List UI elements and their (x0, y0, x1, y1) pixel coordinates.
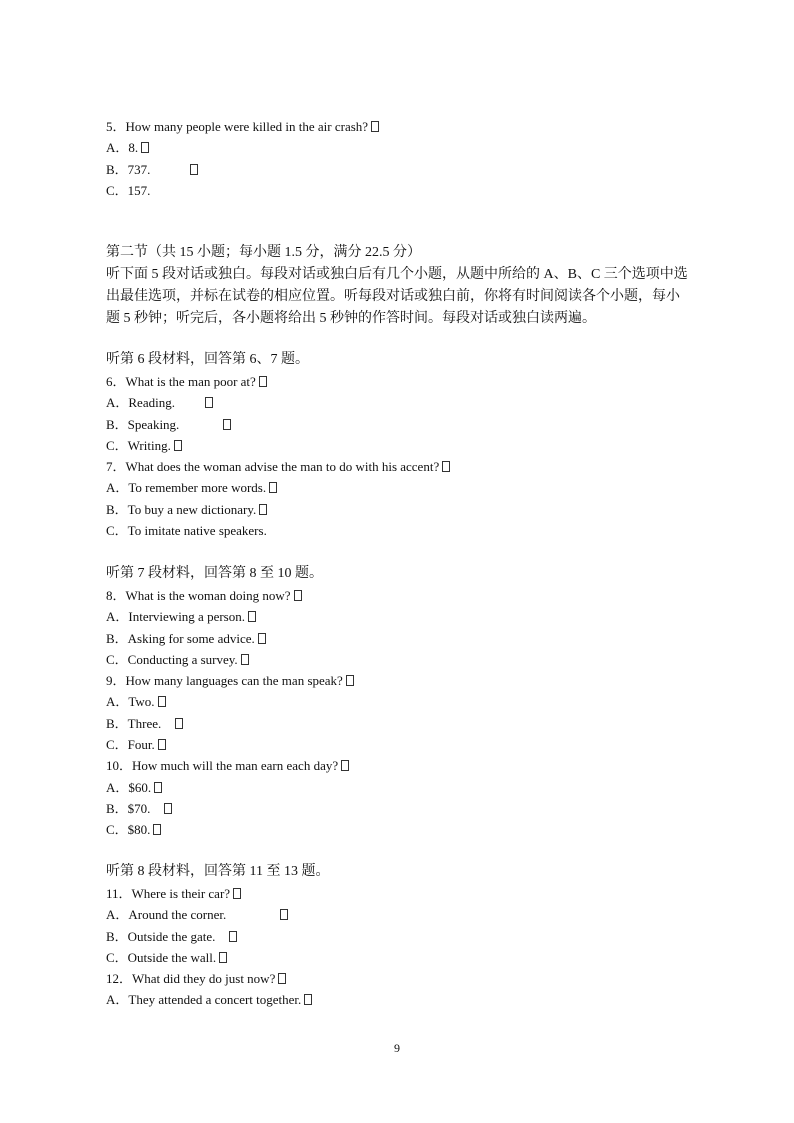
placeholder-box-icon (233, 888, 241, 899)
question-7: 7．What does the woman advise the man to do with his accent? (106, 456, 706, 477)
placeholder-box-icon (346, 675, 354, 686)
option-6c: C．Writing. (106, 435, 706, 456)
question-12: 12．What did they do just now? (106, 968, 706, 989)
question-6: 6．What is the man poor at? (106, 371, 706, 392)
placeholder-box-icon (241, 654, 249, 665)
material-7-block (106, 563, 706, 841)
material-6-block (106, 349, 706, 541)
placeholder-box-icon (158, 739, 166, 750)
option-7b: B．To buy a new dictionary. (106, 499, 706, 520)
option-9b: B．Three. (106, 713, 706, 734)
option-9c: C．Four. (106, 734, 706, 755)
placeholder-box-icon (174, 440, 182, 451)
section-2-heading: 第二节（共 15 小题；每小题 1.5 分，满分 22.5 分） (106, 245, 421, 260)
placeholder-box-icon (371, 121, 379, 132)
question-9: 9．How many languages can the man speak? (106, 670, 706, 691)
question-10: 10．How much will the man earn each day? (106, 755, 706, 776)
option-8b: B．Asking for some advice. (106, 628, 706, 649)
option-7c: C．To imitate native speakers. (106, 523, 267, 539)
placeholder-box-icon (442, 461, 450, 472)
option-8a: A．Interviewing a person. (106, 606, 706, 627)
material-8-block (106, 861, 706, 1011)
placeholder-box-icon (278, 973, 286, 984)
placeholder-box-icon (164, 803, 172, 814)
option-11c: C．Outside the wall. (106, 947, 706, 968)
section-2-instructions-line-1: 听下面 5 段对话或独白。每段对话或独白后有几个小题，从题中所给的 A、B、C 三个选项中选 (106, 267, 688, 282)
placeholder-box-icon (190, 164, 198, 175)
option-10a: A．$60. (106, 777, 706, 798)
material-7-intro: 听第 7 段材料，回答第 8 至 10 题。 (106, 566, 323, 581)
option-10b: B．$70. (106, 798, 706, 819)
placeholder-box-icon (259, 504, 267, 515)
placeholder-box-icon (153, 824, 161, 835)
placeholder-box-icon (154, 782, 162, 793)
placeholder-box-icon (219, 952, 227, 963)
option-8c: C．Conducting a survey. (106, 649, 706, 670)
placeholder-box-icon (269, 482, 277, 493)
placeholder-box-icon (248, 611, 256, 622)
section-2-instructions-line-3: 题 5 秒钟；听完后，各小题将给出 5 秒钟的作答时间。每段对话或独白读两遍。 (106, 311, 596, 326)
page-number: 9 (394, 1041, 400, 1055)
option-10c: C．$80. (106, 819, 706, 840)
placeholder-box-icon (223, 419, 231, 430)
section-2-block (106, 242, 706, 330)
option-12a: A．They attended a concert together. (106, 989, 706, 1010)
option-11a: A．Around the corner. (106, 904, 706, 925)
question-11: 11．Where is their car? (106, 883, 706, 904)
material-6-intro: 听第 6 段材料，回答第 6、7 题。 (106, 352, 309, 367)
placeholder-box-icon (205, 397, 213, 408)
option-5a: A．8. (106, 137, 706, 158)
question-5-block (106, 116, 706, 201)
option-5c: C．157. (106, 182, 151, 198)
placeholder-box-icon (229, 931, 237, 942)
section-2-instructions-line-2: 出最佳选项，并标在试卷的相应位置。听每段对话或独白前，你将有时间阅读各个小题，每小 (106, 289, 680, 304)
question-5: 5．How many people were killed in the air crash? (106, 116, 706, 137)
placeholder-box-icon (304, 994, 312, 1005)
placeholder-box-icon (341, 760, 349, 771)
option-11b: B．Outside the gate. (106, 926, 706, 947)
option-6b: B．Speaking. (106, 414, 706, 435)
material-8-intro: 听第 8 段材料，回答第 11 至 13 题。 (106, 864, 330, 879)
placeholder-box-icon (294, 590, 302, 601)
option-7a: A．To remember more words. (106, 477, 706, 498)
question-8: 8．What is the woman doing now? (106, 585, 706, 606)
placeholder-box-icon (258, 633, 266, 644)
option-6a: A．Reading. (106, 392, 706, 413)
option-9a: A．Two. (106, 691, 706, 712)
placeholder-box-icon (141, 142, 149, 153)
placeholder-box-icon (175, 718, 183, 729)
placeholder-box-icon (259, 376, 267, 387)
option-5b: B．737. (106, 159, 706, 180)
placeholder-box-icon (280, 909, 288, 920)
placeholder-box-icon (158, 696, 166, 707)
